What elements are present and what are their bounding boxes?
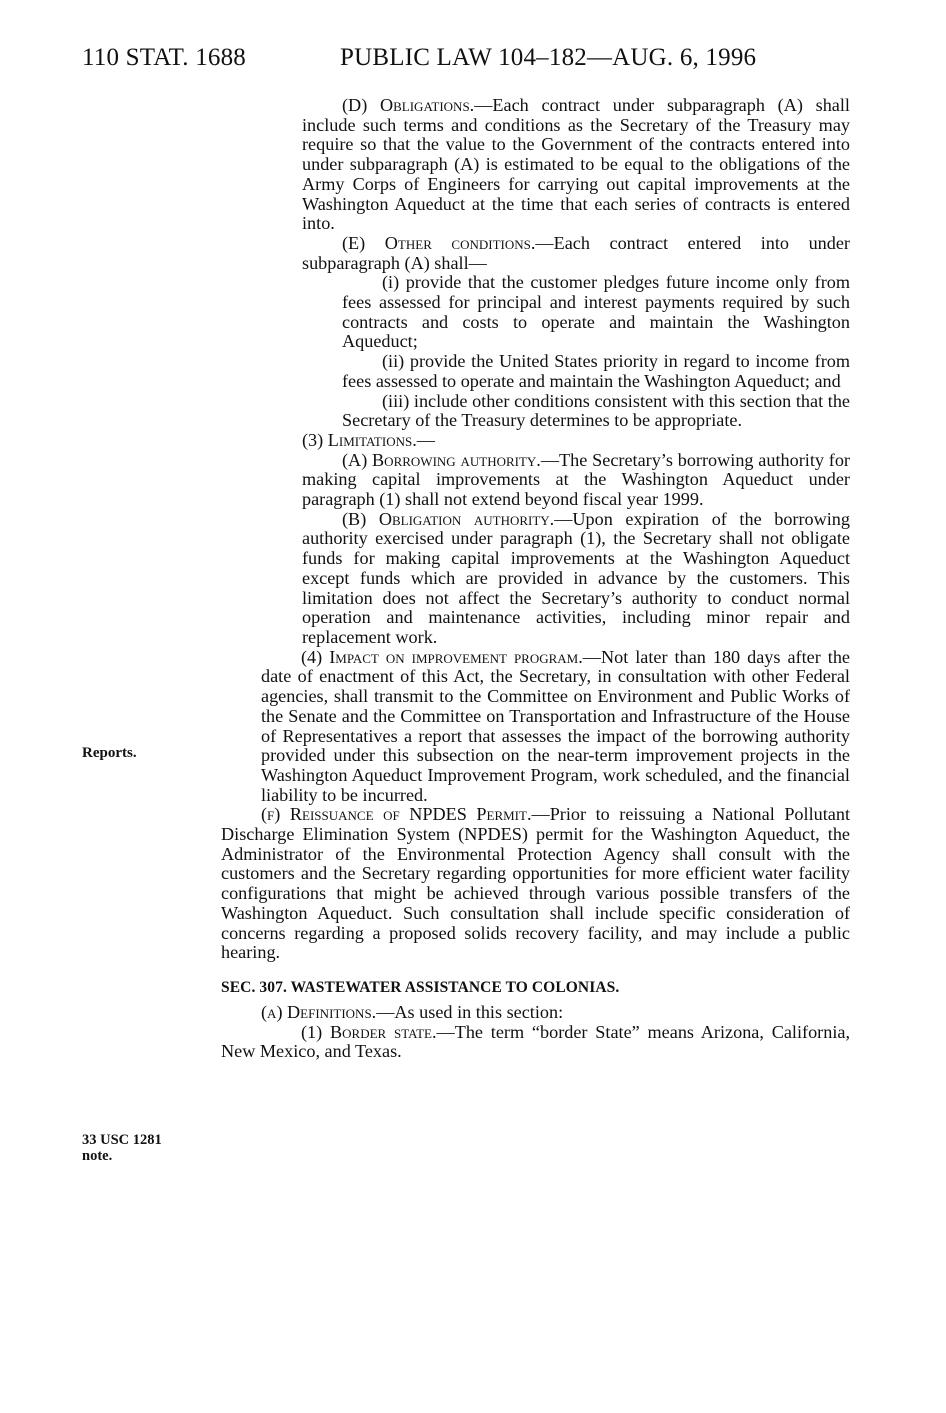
paragraph-4 (261, 648, 850, 806)
page-header (0, 44, 946, 78)
subsection-a-heading: (a) Definitions. (261, 1001, 377, 1022)
clause-i: (i) provide that the customer pledges future income only from fees assessed for principal and interest payments required by such contracts and costs to operate and maintain the Washington Aqueduct; (342, 272, 850, 352)
stat-page-number: 110 STAT. 1688 (82, 44, 246, 71)
public-law-citation: PUBLIC LAW 104–182—AUG. 6, 1996 (340, 44, 757, 71)
subparagraph-d-text: —Each contract under subparagraph (A) shall include such terms and conditions as the Secretary of the Treasury may require so that the value to the Government of the contracts entered into under subparagraph (A) is estimated to be equal to the obligations of the Army Corps of Engineers for carrying out capital improvements at the Washington Aqueduct at the time that each series of contracts is entered into. (302, 95, 850, 234)
subparagraph-d-heading: (D) Obligations. (342, 95, 475, 115)
paragraph-4-text: —Not later than 180 days after the date of enactment of this Act, the Secretary, in consultation with other Federal agencies, shall transmit to the Committee on Environment and Public Works of the Senate and the Committee on Transportation and Infrastructure of the House of Representatives a report that assesses the impact of the borrowing authority provided under this subsection on the near-term improvement projects in the Washington Aqueduct Improvement Program, work scheduled, and the financial liability to be incurred. (261, 646, 850, 805)
subsection-f-text: —Prior to reissuing a National Pollutant Discharge Elimination System (NPDES) permit for the Washington Aqueduct, the Administrator of the Environmental Protection Agency shall consult with the customers and the Secretary regarding opportunities for more efficient water facility configurations that might be achieved through various possible transfers of the Washington Aqueduct. Such consultation shall include specific consideration of concerns regarding a proposed solids recovery facility, and may include a public hearing. (221, 804, 850, 963)
paragraph-3 (302, 431, 850, 451)
subparagraph-3b-text: —Upon expiration of the borrowing authority exercised under paragraph (1), the Secretary shall not obligate funds for making capital improvements at the Washington Aqueduct except funds which are provided in advance by the customers. This limitation does not affect the Secretary’s authority to conduct normal operation and maintenance activities, including minor repair and replacement work. (302, 508, 850, 647)
subparagraph-3b (302, 510, 850, 648)
margin-note-usc (82, 1132, 162, 1164)
clause-ii: (ii) provide the United States priority in regard to income from fees assessed to operate and maintain the Washington Aqueduct; and (342, 351, 850, 391)
subsection-a (221, 1003, 850, 1023)
section-307-heading: SEC. 307. WASTEWATER ASSISTANCE TO COLONIAS. (221, 978, 620, 996)
subparagraph-3b-heading: (B) Obligation authority. (342, 508, 555, 529)
margin-note-usc-line2: note. (82, 1148, 113, 1164)
paragraph-3-heading: (3) Limitations. (302, 429, 417, 450)
clause-iii: (iii) include other conditions consistent with this section that the Secretary of the Treasury determines to be appropriate. (342, 390, 850, 431)
document-body (0, 96, 946, 1062)
subsection-f-heading: (f) Reissuance of NPDES Permit. (261, 804, 532, 825)
paragraph-3-text: — (416, 429, 435, 450)
margin-note-usc-line1: 33 USC 1281 (82, 1132, 162, 1148)
subparagraph-e (302, 234, 850, 273)
margin-note-reports: Reports. (82, 745, 137, 761)
subparagraph-e-text: —Each contract entered into under subparagraph (A) shall— (302, 232, 850, 273)
subparagraph-d (302, 96, 850, 234)
subparagraph-3a-heading: (A) Borrowing authority. (342, 449, 541, 470)
paragraph-a1 (221, 1023, 850, 1062)
subsection-f (221, 805, 850, 963)
paragraph-a1-heading: (1) Border state. (301, 1021, 437, 1042)
subparagraph-3a (302, 451, 850, 510)
subparagraph-3a-text: —The Secretary’s borrowing authority for making capital improvements at the Washington Aqueduct under paragraph (1) shall not extend beyond fiscal year 1999. (302, 449, 850, 510)
paragraph-a1-text: —The term “border State” means Arizona, California, New Mexico, and Texas. (221, 1021, 851, 1062)
subsection-a-text: —As used in this section: (376, 1001, 564, 1022)
subparagraph-e-heading: (E) Other conditions. (342, 232, 536, 253)
paragraph-4-heading: (4) Impact on improvement program. (301, 646, 583, 667)
